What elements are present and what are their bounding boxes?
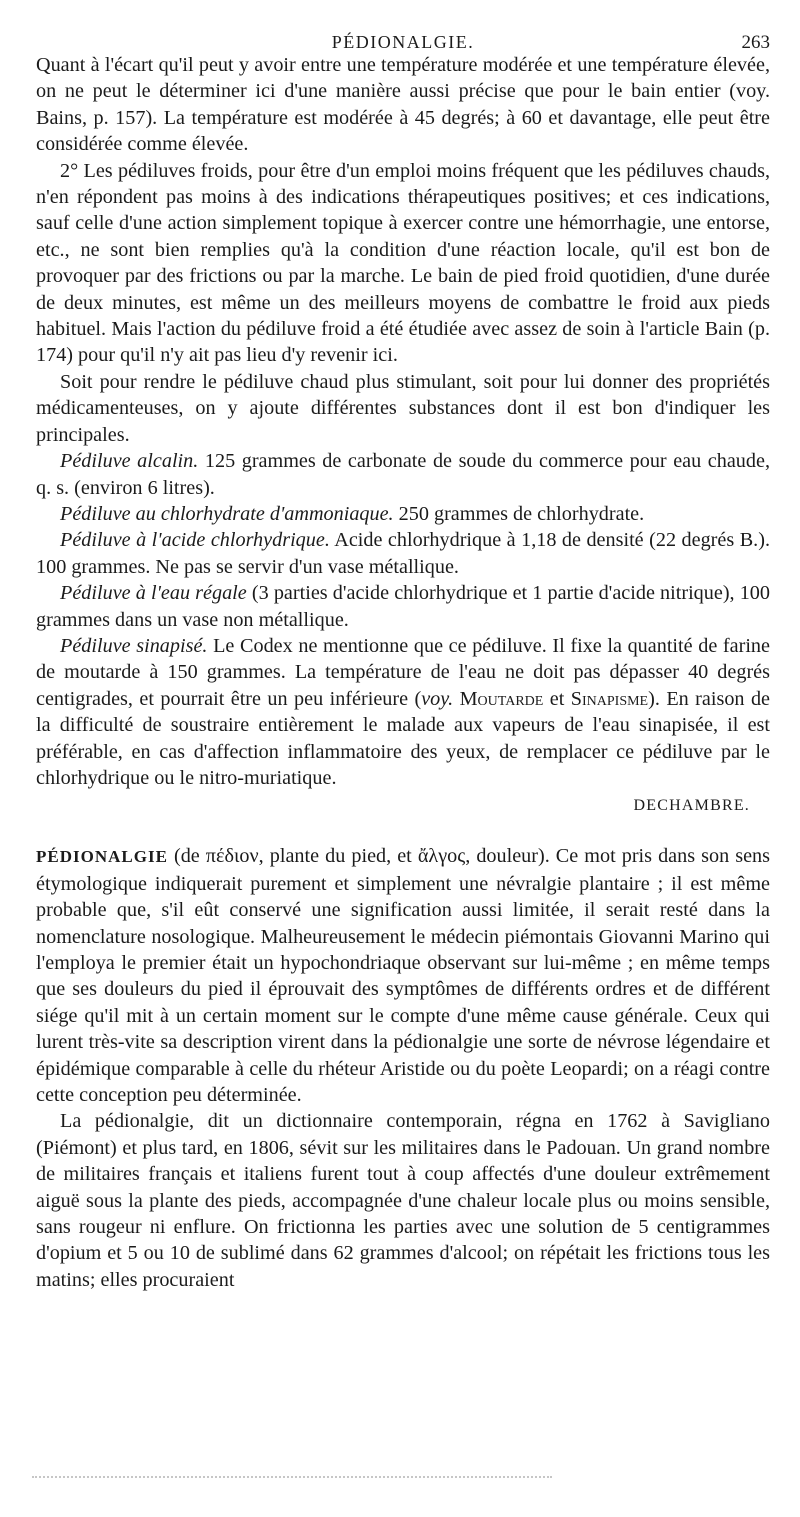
entry-pedionalgie-history: La pédionalgie, dit un dictionnaire contemporain, régna en 1762 à Savigliano (Piémont) et plus tard, en 1806, sévit sur les militaires dans le Padouan. Un grand nombre de militaires français et italiens furent tout à coup affectés d'une douleur extrêmement aiguë sous la plante des pieds, accompagnée d'une chaleur locale plus ou moins sensible, sans rougeur ni enflure. On frictionna les parties avec une solution de 5 centigrammes d'opium et 5 ou 10 de sublimé dans 62 grammes d'alcool; on répétait les frictions tous les matins; elles procuraient [36, 1110, 770, 1291]
paragraph-pediluves-froids: 2° Les pédiluves froids, pour être d'un emploi moins fréquent que les pédiluves chauds, n'en répondent pas moins à des indications thérapeutiques positives; et ces indications, sauf celle d'une action simplement topique à exercer contre une hémorrhagie, une entorse, etc., ne sont bien remplies qu'à la condition d'une réaction locale, qu'il est bon de provoquer par des frictions ou par la marche. Le bain de pied froid quotidien, d'une durée de deux minutes, est même un des meilleurs moyens de combattre le froid aux pieds habituel. Mais l'action du pédiluve froid a été étudiée avec assez de soin à l'article Bain (p. 174) pour qu'il n'y ait pas lieu d'y revenir ici. [36, 159, 770, 367]
recipe-text: Le Codex ne mentionne que ce pédiluve. Il fixe la quantité de farine de moutarde à 150 grammes. La température de l'eau ne doit pas dépasser 40 degrés centigrades, et pourrait être un peu inférieure ( [36, 634, 770, 710]
crossref-moutarde: Moutarde [453, 687, 544, 710]
running-title: PÉDIONALGIE. [331, 32, 475, 52]
recipe-text: Acide chlorhydrique à 1,18 de densité (22 degrés B.). 100 grammes. Ne pas se servir d'un vase métallique. [36, 529, 770, 578]
recipe-title: Pédiluve alcalin. [60, 450, 199, 473]
recipe-title: Pédiluve à l'acide chlorhydrique. [60, 529, 330, 552]
section-gap [36, 819, 770, 843]
crossref-et: et [543, 687, 571, 710]
entry-headword: PÉDIONALGIE [36, 847, 168, 867]
recipe-sinapise [36, 633, 770, 791]
recipe-eau-regale [36, 580, 770, 633]
crossref-voy: voy. [421, 687, 454, 710]
page-header [36, 0, 770, 52]
recipe-chlorhydrique [36, 527, 770, 580]
recipe-alcalin [36, 448, 770, 501]
paragraph-substances-intro: Soit pour rendre le pédiluve chaud plus stimulant, soit pour lui donner des propriétés médicamenteuses, on y ajoute différentes substances dont il est bon d'indiquer les principales. [36, 370, 770, 446]
recipe-title: Pédiluve sinapisé. [60, 634, 208, 657]
recipe-title: Pédiluve à l'eau régale [60, 582, 247, 605]
recipe-title: Pédiluve au chlorhydrate d'ammoniaque. [60, 502, 394, 525]
recipe-text: (3 parties d'acide chlorhydrique et 1 partie d'acide nitrique), 100 grammes dans un vase non métallique. [36, 582, 770, 631]
entry-pedionalgie-intro [36, 843, 770, 1108]
page-number: 263 [741, 32, 770, 53]
recipe-text-cont: ). En raison de la difficulté de soustraire entièrement le malade aux vapeurs de l'eau sinapisée, il est préférable, en cas d'affection inflammatoire des yeux, de remplacer ce pédiluve par le chlorhydrique ou le nitro-muriatique. [36, 687, 770, 789]
recipe-ammoniaque [36, 501, 770, 527]
recipe-text: 125 grammes de carbonate de soude du commerce pour eau chaude, q. s. (environ 6 litres). [36, 450, 770, 499]
paragraph-temperature: Quant à l'écart qu'il peut y avoir entre une température modérée et une température élevée, on ne peut le déterminer ici d'une manière aussi précise que pour le bain entier (voy. Bains, p. 157). La température est modérée à 45 degrés; à 60 et davantage, elle peut être considérée comme élevée. [36, 54, 770, 156]
recipe-text: 250 grammes de chlorhydrate. [393, 502, 645, 525]
page [36, 0, 770, 1293]
author-signature: DECHAMBRE. [633, 797, 750, 815]
footer-dotted-rule [32, 1476, 552, 1486]
crossref-sinapisme: Sinapisme [570, 687, 649, 710]
entry-text: (de πέδιον, plante du pied, et ἄλγος, douleur). Ce mot pris dans son sens étymologique indiquerait purement et simplement une névralgie plantaire ; il est même probable que, s'il eût conservé une signification aussi limitée, il serait resté dans la nomenclature nosologique. Malheureusement le médecin piémontais Giovanni Marino qui l'employa le premier était un hypochondriaque observant sur lui-même ; en même temps que ses douleurs du pied il éprouvait des symptômes de différents ordres et de différent siége qu'il mit à un certain moment sur le compte d'une même cause générale. Ceux qui lurent très-vite sa description virent dans la pédionalgie une sorte de névrose légendaire et épidémique comparable à celle du rhéteur Aristide ou du poète Leopardi; on a réagi contre cette conception peu déterminée. [36, 845, 770, 1107]
